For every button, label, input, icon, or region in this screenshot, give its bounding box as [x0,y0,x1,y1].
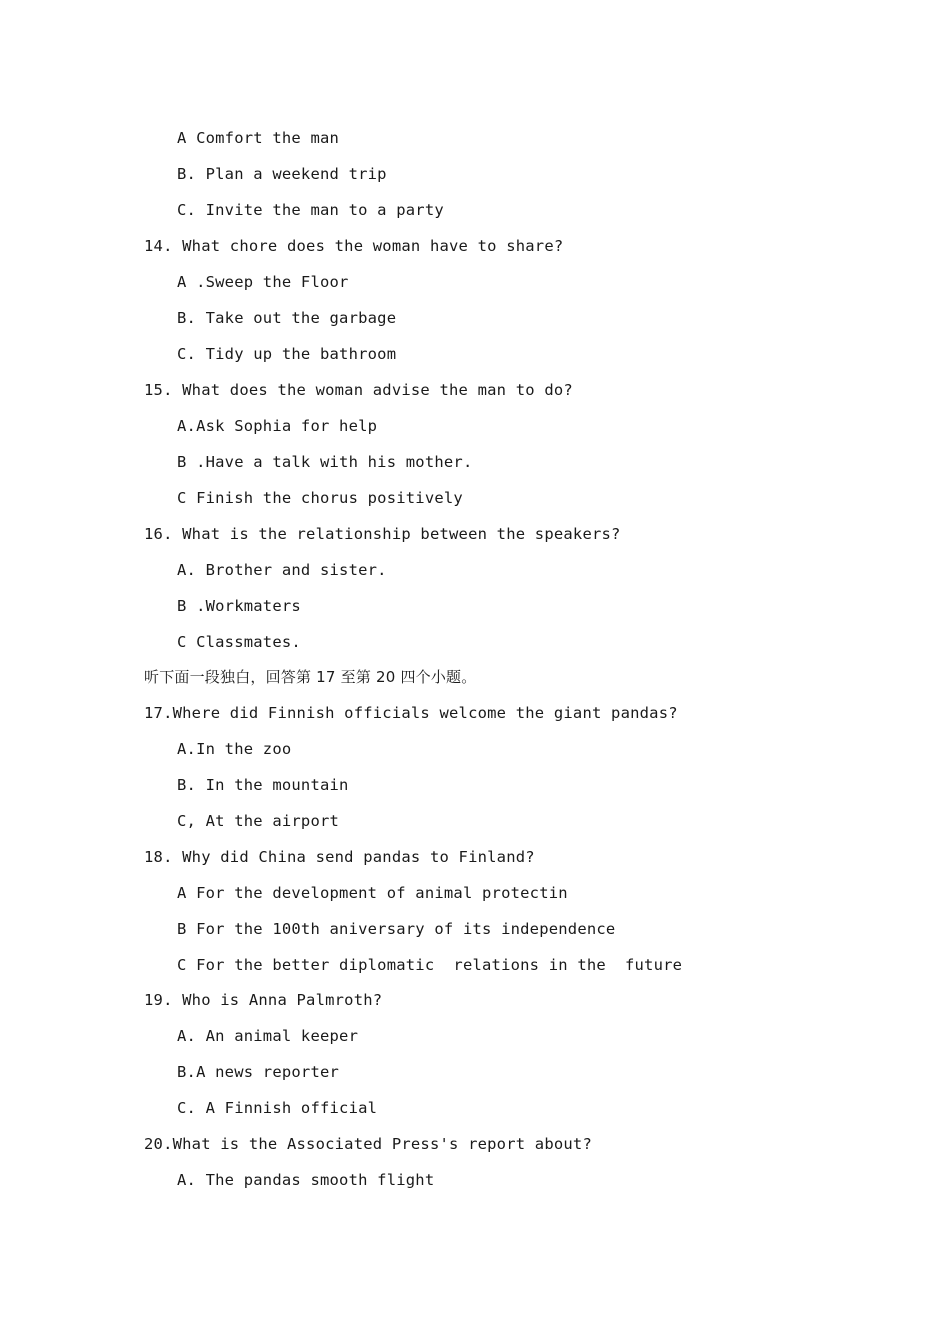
option-18b: B For the 100th aniversary of its independence [177,920,616,938]
option-15b: B .Have a talk with his mother. [177,453,473,471]
option-16b: B .Workmaters [177,597,301,615]
section-instruction: 听下面一段独白，回答第 17 至第 20 四个小题。 [144,668,477,686]
question-19: 19. Who is Anna Palmroth? [144,991,383,1009]
option-13c: C. Invite the man to a party [177,201,444,219]
option-18a: A For the development of animal protectin [177,884,568,902]
option-18c: C For the better diplomatic relations in the future [177,956,683,974]
option-19b: B.A news reporter [177,1063,340,1081]
option-17b: B. In the mountain [177,776,349,794]
option-19a: A. An animal keeper [177,1027,359,1045]
option-13a: A Comfort the man [177,129,340,147]
question-17: 17.Where did Finnish officials welcome the giant pandas? [144,704,678,722]
question-16: 16. What is the relationship between the speakers? [144,525,621,543]
option-14b: B. Take out the garbage [177,309,397,327]
option-14c: C. Tidy up the bathroom [177,345,397,363]
question-18: 18. Why did China send pandas to Finland? [144,848,535,866]
option-15c: C Finish the chorus positively [177,489,463,507]
option-17c: C, At the airport [177,812,340,830]
option-15a: A.Ask Sophia for help [177,417,378,435]
question-20: 20.What is the Associated Press's report about? [144,1135,592,1153]
question-15: 15. What does the woman advise the man to do? [144,381,573,399]
option-19c: C. A Finnish official [177,1099,378,1117]
option-16a: A. Brother and sister. [177,561,387,579]
option-14a: A .Sweep the Floor [177,273,349,291]
question-14: 14. What chore does the woman have to share? [144,237,564,255]
option-20a: A. The pandas smooth flight [177,1171,435,1189]
option-13b: B. Plan a weekend trip [177,165,387,183]
option-16c: C Classmates. [177,633,301,651]
option-17a: A.In the zoo [177,740,292,758]
